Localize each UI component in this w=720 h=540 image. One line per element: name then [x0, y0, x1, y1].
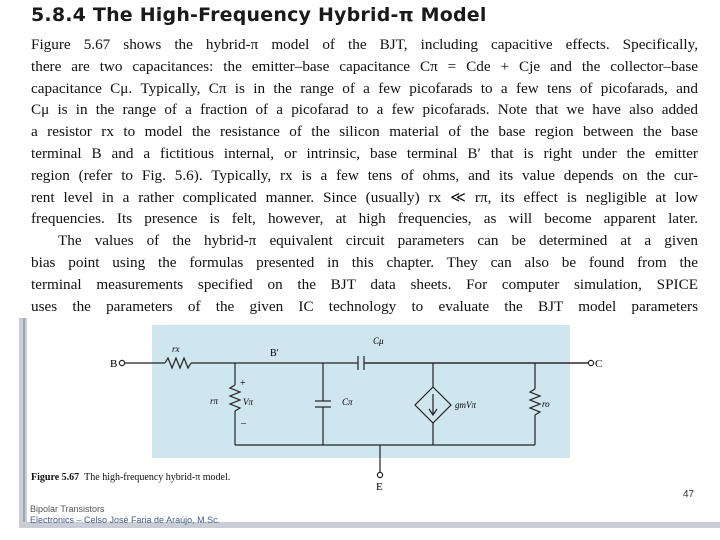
label-b: B: [110, 358, 118, 370]
text-line: The values of the hybrid-π equivalent circuit parameters can be determined at a given: [58, 232, 698, 250]
left-decor-stripe: [23, 318, 25, 524]
figure-caption: [31, 472, 230, 483]
rx-resistor: [165, 358, 191, 368]
text-line: a resistor rx to model the resistance of the silicon material of the base region between the base: [31, 123, 698, 141]
label-cmu: Cμ: [373, 336, 384, 346]
text-line: Cμ is in the range of a fraction of a picofarad to a few picofarads. Note that we have also added: [31, 101, 698, 119]
page-number: 47: [683, 489, 695, 500]
text-line: terminal B and a fictitious internal, or intrinsic, base terminal B′ that is right under the emitter: [31, 144, 698, 162]
text-line: region (refer to Fig. 5.6). Typically, rx is a few tens of ohms, and its value depends on the cur-: [31, 166, 698, 184]
terminal-e-node: [377, 472, 382, 477]
text-line: Figure 5.67 shows the hybrid-π model of the BJT, including capacitive effects. Specifically,: [31, 36, 698, 53]
text-line: bias point using the formulas presented in this chapter. They can also be found from the: [31, 253, 698, 271]
label-ro: ro: [542, 399, 550, 409]
label-b-prime: B′: [270, 348, 279, 359]
terminal-b-node: [119, 360, 124, 365]
text-line: uses the parameters of the given IC technology to evaluate the BJT model parameters: [31, 297, 698, 315]
hybrid-pi-figure: [110, 325, 603, 495]
text-line: capacitance Cμ. Typically, Cπ is in the range of a few picofarads to a few tens of picofarads, and: [31, 79, 698, 97]
paragraph-1: [31, 34, 698, 230]
ro-resistor: [530, 389, 540, 415]
text-line: rent level in a rather complicated manner. Since (usually) rx ≪ rπ, its effect is negligible at low: [31, 188, 698, 206]
label-rx: rx: [172, 344, 180, 354]
label-e: E: [376, 481, 383, 493]
footer-author: Electronics – Celso José Faria de Araújo, M.Sc.: [30, 515, 221, 525]
caption-label: Figure 5.67: [31, 472, 80, 483]
label-vpi: Vπ: [243, 397, 254, 407]
text-line: terminal measurements specified on the BJT data sheets. For computer simulation, SPICE: [31, 275, 698, 293]
rpi-resistor: [230, 385, 240, 411]
label-plus: +: [240, 378, 246, 389]
footer-course: Bipolar Transistors: [30, 504, 105, 514]
text-line: frequencies. Its presence is felt, however, at high frequencies, as will become apparent later.: [31, 210, 698, 228]
text-line: there are two capacitances: the emitter–base capacitance Cπ = Cde + Cje and the collector–base: [31, 57, 698, 75]
label-gm-vpi: gmVπ: [455, 400, 477, 410]
label-rpi: rπ: [210, 396, 219, 406]
terminal-c-node: [588, 360, 593, 365]
paragraph-2: [31, 230, 698, 317]
page-title: 5.8.4 The High-Frequency Hybrid-π Model: [31, 4, 487, 26]
label-c: C: [595, 358, 603, 370]
caption-text: The high-frequency hybrid-π model.: [84, 472, 231, 483]
circuit-diagram: [110, 325, 603, 495]
label-cpi: Cπ: [342, 397, 353, 407]
label-minus: –: [241, 418, 246, 429]
body-text: [31, 34, 698, 317]
